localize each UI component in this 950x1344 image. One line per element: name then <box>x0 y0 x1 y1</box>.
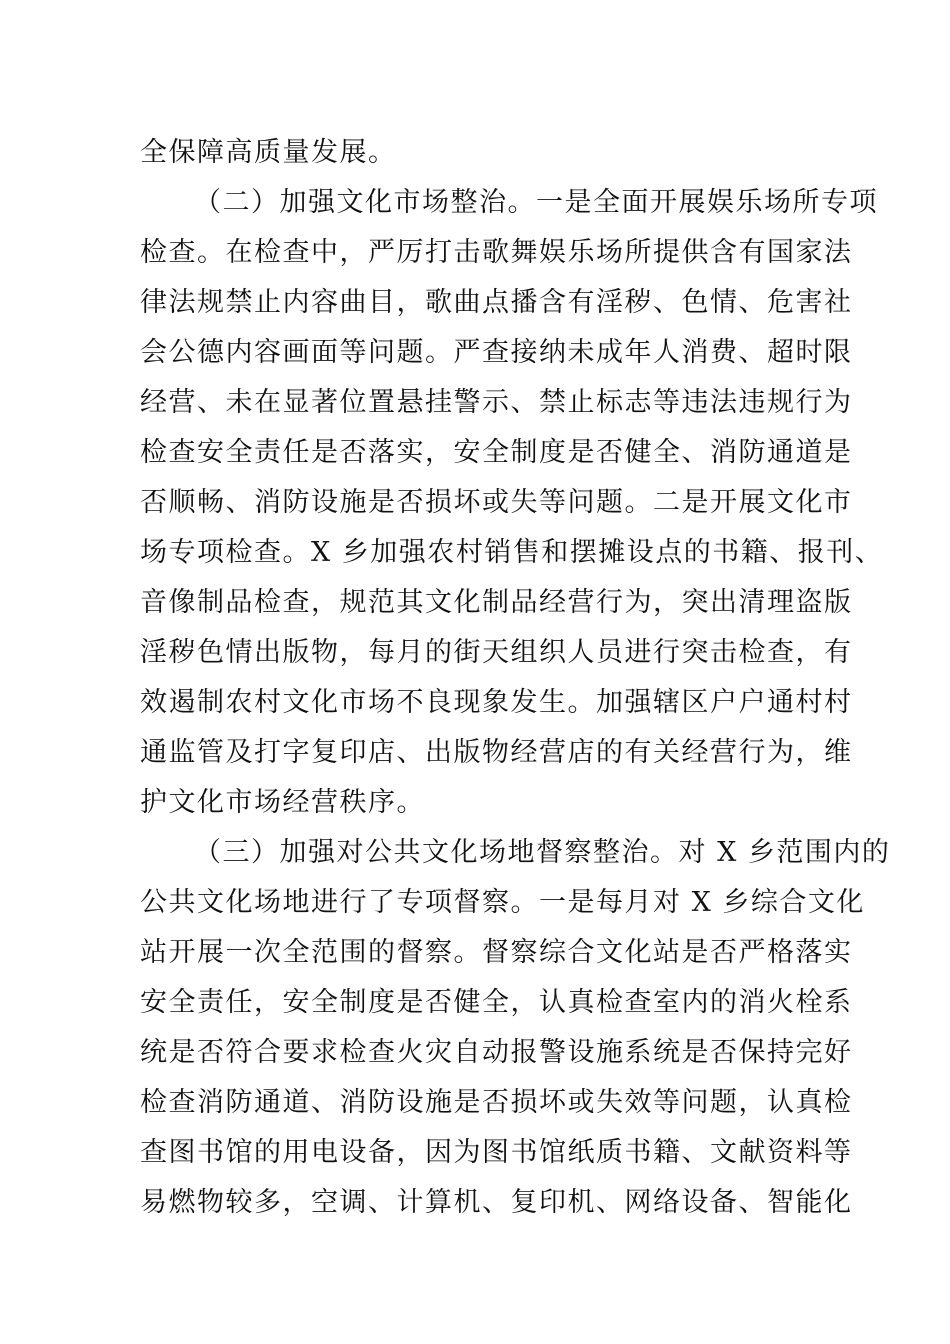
paragraph-first-line: （二）加强文化市场整治。一是全面开展娱乐场所专项 <box>194 187 878 218</box>
text-line: 站开展一次全范围的督察。督察综合文化站是否严格落实 <box>140 937 853 968</box>
text-line: 会公德内容画面等问题。严查接纳未成年人消费、超时限 <box>140 337 853 368</box>
text-line: 查图书馆的用电设备，因为图书馆纸质书籍、文献资料等 <box>140 1137 853 1168</box>
text-line: 律法规禁止内容曲目，歌曲点播含有淫秽、色情、危害社 <box>140 287 853 318</box>
text-line: 通监管及打字复印店、出版物经营店的有关经营行为，维 <box>140 737 853 768</box>
text-line: 否顺畅、消防设施是否损坏或失等问题。二是开展文化市 <box>140 487 853 518</box>
text-line: 经营、未在显著位置悬挂警示、禁止标志等违法违规行为 <box>140 387 853 418</box>
text-line: 检查消防通道、消防设施是否损坏或失效等问题，认真检 <box>140 1087 853 1118</box>
body-text <box>140 128 891 1228</box>
text-line: 音像制品检查，规范其文化制品经营行为，突出清理盗版 <box>140 587 853 618</box>
text-line: 安全责任，安全制度是否健全，认真检查室内的消火栓系 <box>140 987 853 1018</box>
text-line: 全保障高质量发展。 <box>140 137 397 168</box>
text-line: 公共文化场地进行了专项督察。一是每月对 X 乡综合文化 <box>140 887 865 918</box>
text-line: 淫秽色情出版物，每月的街天组织人员进行突击检查，有 <box>140 637 853 668</box>
text-line: 统是否符合要求检查火灾自动报警设施系统是否保持完好 <box>140 1037 853 1068</box>
text-line: 场专项检查。X 乡加强农村销售和摆摊设点的书籍、报刊、 <box>140 537 884 568</box>
text-line: 效遏制农村文化市场不良现象发生。加强辖区户户通村村 <box>140 687 853 718</box>
text-line: 护文化市场经营秩序。 <box>140 787 425 818</box>
text-line: 易燃物较多，空调、计算机、复印机、网络设备、智能化 <box>140 1187 853 1218</box>
text-line: 检查安全责任是否落实，安全制度是否健全、消防通道是 <box>140 437 853 468</box>
text-line: 检查。在检查中，严厉打击歌舞娱乐场所提供含有国家法 <box>140 237 853 268</box>
paragraph-first-line: （三）加强对公共文化场地督察整治。对 X 乡范围内的 <box>194 837 891 868</box>
